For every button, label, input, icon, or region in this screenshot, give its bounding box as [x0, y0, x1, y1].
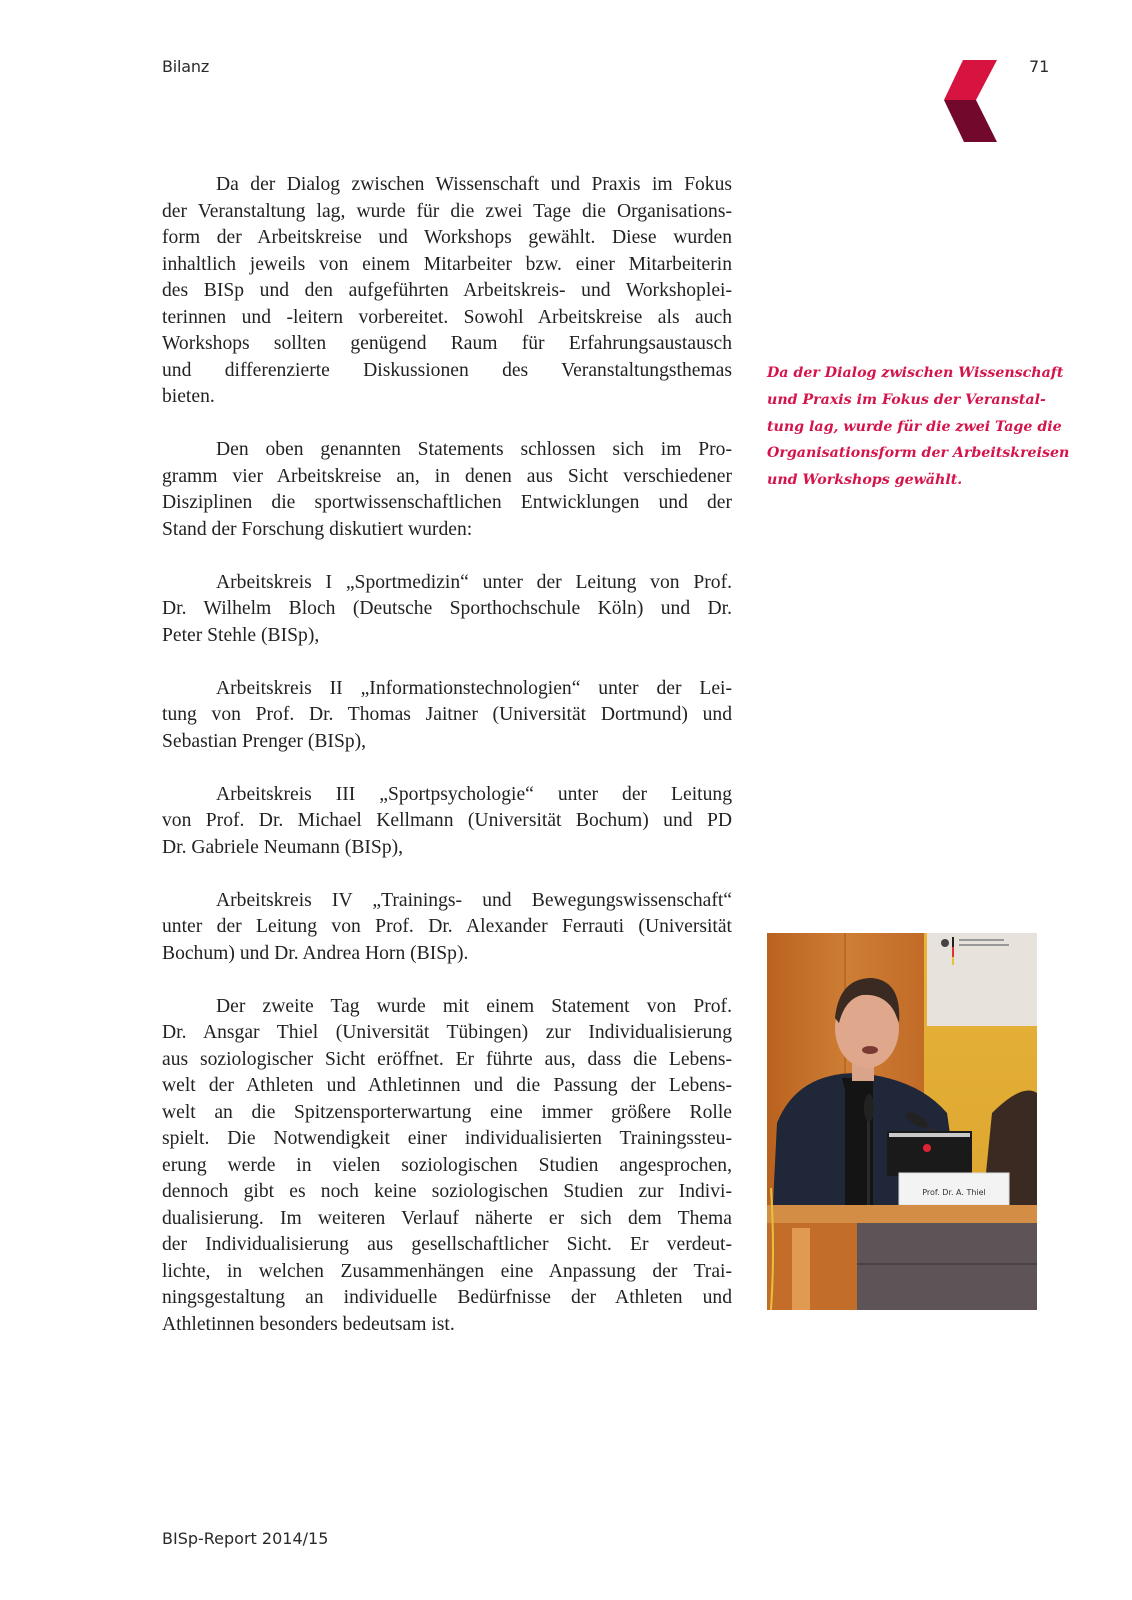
text-line: unter der Leitung von Prof. Dr. Alexander Ferrauti (Universität [162, 916, 732, 937]
text-line: ningsgestaltung an individuelle Bedürfnisse der Athleten und [162, 1287, 732, 1308]
text-line: form der Arbeitskreise und Workshops gewählt. Diese wurden [162, 227, 732, 248]
text-line: Arbeitskreis IV „Trainings- und Bewegungswissenschaft“ [216, 889, 732, 911]
text-line: Athletinnen besonders bedeutsam ist. [162, 1313, 455, 1335]
text-line: Den oben genannten Statements schlossen sich im Pro- [216, 439, 732, 460]
text-line: welt an die Spitzensporterwartung eine immer größere Rolle [162, 1101, 732, 1123]
quote-line: tung lag, wurde für die zwei Tage die [767, 418, 1062, 435]
paragraph-arbeitskreis-1 [162, 570, 732, 650]
text-line: Arbeitskreis II „Informationstechnologien“ unter der Lei- [216, 677, 732, 699]
text-line: erung werde in vielen soziologischen Studien angesprochen, [162, 1154, 732, 1176]
text-line: der Veranstaltung lag, wurde für die zwei Tage die Organisations- [162, 200, 732, 222]
paragraph-arbeitskreis-4 [162, 888, 732, 968]
text-line: terinnen und -leitern vorbereitet. Sowohl Arbeitskreise als auch [162, 306, 732, 328]
text-line: Stand der Forschung diskutiert wurden: [162, 518, 473, 540]
page-number: 71 [1029, 57, 1050, 76]
text-line: bieten. [162, 386, 215, 407]
text-line: Disziplinen die sportwissenschaftlichen Entwicklungen und der [162, 492, 732, 513]
text-line: Peter Stehle (BISp), [162, 624, 320, 646]
text-line: des BISp und den aufgeführten Arbeitskreis- und Workshoplei- [162, 280, 732, 301]
text-line: Der zweite Tag wurde mit einem Statement von Prof. [216, 995, 732, 1017]
text-line: Dr. Wilhelm Bloch (Deutsche Sporthochschule Köln) und Dr. [162, 598, 732, 619]
text-line: dennoch gibt es noch keine soziologischen Studien zur Indivi- [162, 1181, 732, 1202]
running-title: Bilanz [162, 57, 210, 76]
quote-line: Da der Dialog zwischen Wissenschaft [767, 365, 1064, 381]
text-line: Dr. Ansgar Thiel (Universität Tübingen) zur Individualisierung [162, 1022, 732, 1043]
photo-illustration [767, 933, 1037, 1310]
text-line: lichte, in welchen Zusammenhängen eine Anpassung der Trai- [162, 1260, 732, 1282]
text-line: inhaltlich jeweils von einem Mitarbeiter bzw. einer Mitarbeiterin [162, 253, 732, 275]
footer-publication: BISp-Report 2014/15 [162, 1529, 329, 1548]
nameplate-text: Prof. Dr. A. Thiel [922, 1188, 986, 1197]
text-line: Da der Dialog zwischen Wissenschaft und Praxis im Fokus [216, 174, 732, 195]
quote-line: und Praxis im Fokus der Veranstal- [767, 391, 1046, 408]
speaker-photo [767, 933, 1037, 1310]
text-line: dualisierung. Im weiteren Verlauf näherte er sich dem Thema [162, 1207, 732, 1229]
chevron-left-icon [940, 58, 1002, 144]
text-line: gramm vier Arbeitskreise an, in denen aus Sicht verschiedener [162, 465, 732, 487]
body-text [162, 172, 732, 1365]
paragraph [162, 994, 732, 1339]
text-line: Sebastian Prenger (BISp), [162, 730, 367, 752]
paragraph [162, 172, 732, 411]
text-line: Dr. Gabriele Neumann (BISp), [162, 836, 404, 858]
text-line: tung von Prof. Dr. Thomas Jaitner (Universität Dortmund) und [162, 704, 732, 725]
text-line: von Prof. Dr. Michael Kellmann (Universität Bochum) und PD [162, 810, 732, 831]
quote-line: Organisationsform der Arbeitskreisen [767, 445, 1070, 462]
pull-quote [767, 360, 1070, 494]
text-line: und differenzierte Diskussionen des Veranstaltungsthemas [162, 359, 732, 381]
quote-line: und Workshops gewählt. [767, 472, 963, 489]
text-line: Workshops sollten genügend Raum für Erfahrungsaustausch [162, 333, 732, 354]
text-line: aus soziologischer Sicht eröffnet. Er führte aus, dass die Lebens- [162, 1048, 732, 1070]
text-line: Bochum) und Dr. Andrea Horn (BISp). [162, 942, 469, 964]
text-line: spielt. Die Notwendigkeit einer individualisierten Trainingssteu- [162, 1128, 732, 1149]
text-line: welt der Athleten und Athletinnen und die Passung der Lebens- [162, 1075, 732, 1096]
paragraph-arbeitskreis-2 [162, 676, 732, 756]
text-line: Arbeitskreis III „Sportpsychologie“ unter der Leitung [216, 783, 732, 805]
paragraph [162, 437, 732, 543]
text-line: der Individualisierung aus gesellschaftlicher Sicht. Er verdeut- [162, 1234, 732, 1255]
paragraph-arbeitskreis-3 [162, 782, 732, 862]
text-line: Arbeitskreis I „Sportmedizin“ unter der Leitung von Prof. [216, 571, 732, 593]
